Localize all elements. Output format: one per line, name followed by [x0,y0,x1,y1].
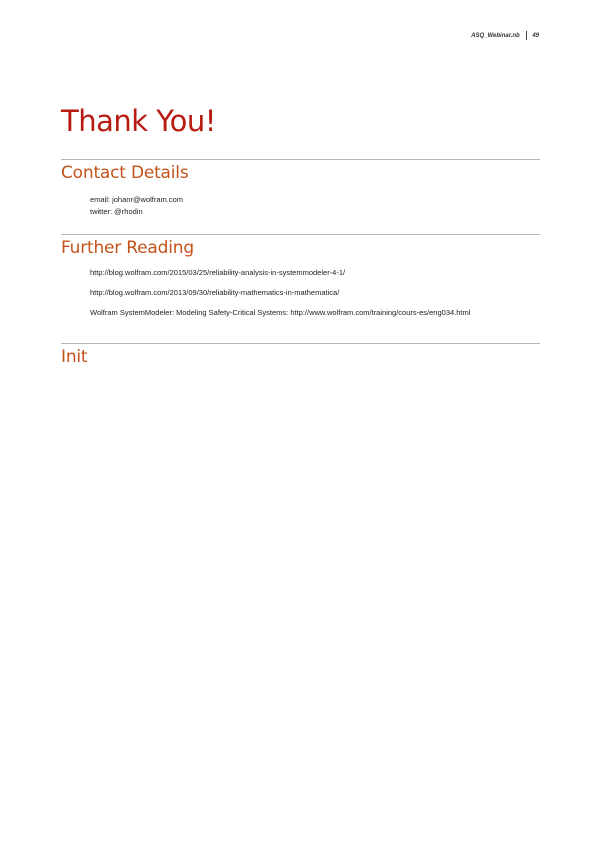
section-divider-reading [61,234,540,235]
running-header [471,31,539,40]
contact-email[interactable]: email: johanr@wolfram.com [90,195,184,204]
further-reading-list [90,267,540,327]
contact-twitter[interactable]: twitter: @rhodin [90,207,143,216]
section-divider-init [61,343,540,344]
reading-link-3[interactable]: Wolfram SystemModeler: Modeling Safety-Critical Systems: http://www.wolfram.com/training/cours-es/eng034.html [90,308,471,317]
page-title: Thank You! [61,104,216,138]
header-page-number: 49 [532,32,539,39]
header-separator [526,31,527,40]
header-filename: ASQ_Webinar.nb [471,32,520,39]
reading-link-2[interactable]: http://blog.wolfram.com/2013/09/30/reliability-mathematics-in-mathematica/ [90,288,340,297]
section-heading-contact: Contact Details [61,163,189,183]
section-heading-reading: Further Reading [61,238,194,258]
reading-link-1[interactable]: http://blog.wolfram.com/2015/03/25/reliability-analysis-in-systemmodeler-4-1/ [90,268,346,277]
section-heading-init: Init [61,347,88,367]
section-divider-contact [61,159,540,160]
contact-details [90,194,540,218]
